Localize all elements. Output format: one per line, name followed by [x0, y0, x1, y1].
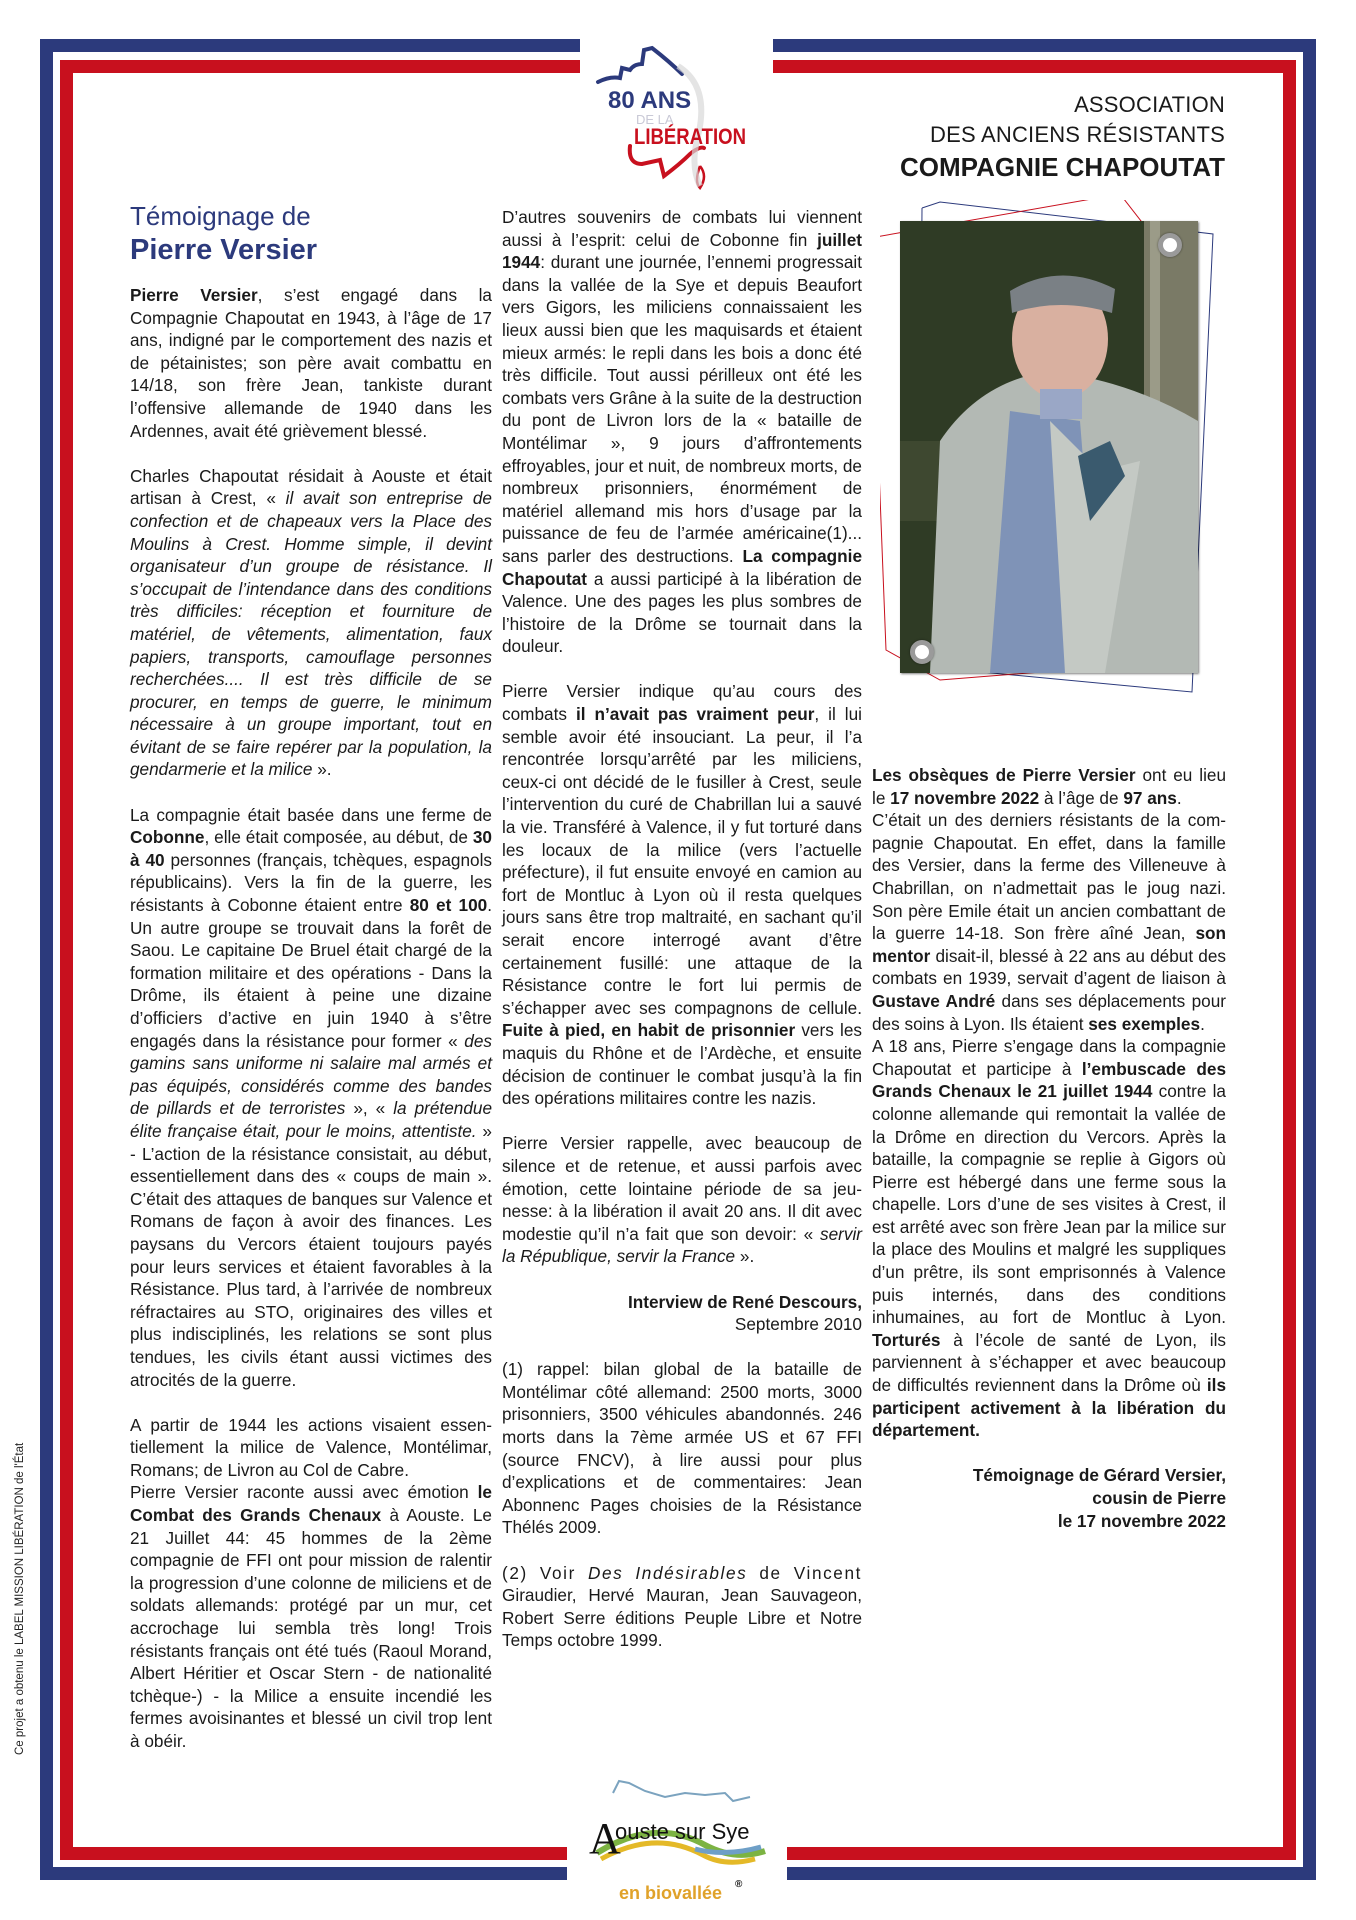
- france-map-icon: [590, 36, 770, 196]
- title-line-1: Témoignage de: [130, 201, 311, 231]
- label-mission-note: Ce projet a obtenu le LABEL MISSION LIBÉRATION de l'État: [14, 1442, 26, 1755]
- portrait-photo: [900, 221, 1198, 673]
- paragraph-grands-chenaux: Pierre Versier raconte aussi avec émotion le Combat des Grands Chenaux à Aouste. Le 21 Juillet 44: 45 hommes de la 2ème compagnie de FFI ont pour mission de ralentir la progression d’une colonne de miliciens et de soldats allemands: protégé par un mur, cet accrochage lui sembla très long! Trois résistants français ont été tués (Raoul Morand, Albert Héritier et Oscar Stern - de nationalité tchèque-) - la Milice a ensuite incendié les fermes avoisinantes et blessé un civil trop lent à obéir.: [130, 1482, 492, 1751]
- paragraph-1944: A partir de 1944 les actions visaient essentiellement la milice de Valence, Montélimar, Romans; de Livron au Col de Cabre.: [130, 1414, 492, 1480]
- paragraph-souvenirs: D’autres souvenirs de combats lui viennent aussi à l’esprit: celui de Cobonne fin juillet 1944: durant une journée, l’ennemi progressait dans la vallée de la Sye et depuis Beaufort vers Gigors, les miliciens connaissaient les lieux aussi bien que les maquisards et étaient mieux armés: le repli dans les bois a donc été très difficile. Tout aussi périlleux ont été les combats vers Grâne à la suite de la destruction du pont de Livron lors de la « bataille de Montélimar », 9 jours d’affrontements effroyables, jour et nuit, de nombreux morts, de nombreux prisonniers, énormément de matériel allemand mis hors d’usage par la puissance de feu de l’armée américaine(1)... sans parler des destructions. La compagnie Chapoutat a aussi participé à la libération de Valence. Une des pages les plus sombres de l’histoire de la Drôme se tournait dans la douleur.: [502, 207, 862, 657]
- portrait-illustration: [900, 221, 1198, 673]
- paragraph-famille: C’était un des derniers résistants de la compagnie Chapoutat. En effet, dans la famille des Versier, dans la ferme des Villeneuve à Chabrillan, on n’admettait pas le joug nazi. Son père Emile était un ancien combattant de la guerre 14-18. Son frère aîné Jean, son mentor disait-il, blessé à 22 ans au début des combats en 1939, servait d’agent de liaison à Gustave André dans ses déplacements pour des soins à Lyon. Ils étaient ses exemples.: [872, 810, 1227, 1034]
- aouste-tagline: en biovallée: [619, 1883, 723, 1903]
- testimony-signature: [872, 1464, 1226, 1532]
- interview-signature: [502, 1291, 862, 1336]
- frame-red-right: [1283, 60, 1296, 1860]
- frame-blue-left: [40, 39, 53, 1880]
- column-1: [130, 200, 492, 1775]
- paragraph-compagnie: La compagnie était basée dans une ferme de Cobonne, elle était composée, au début, de 30 à 40 personnes (français, tchèques, espagnols républicains). Vers la fin de la guerre, les résistants à Cobonne étaient entre 80 et 100. Un autre groupe se trouvait dans la forêt de Saou. Le capitaine De Bruel était chargé de la formation militaire et des opérations - Dans la Drôme, ils étaient à peine une dizaine d’officiers d’active en juin 1940 à s’être engagés dans la résistance pour former « des gamins sans uniforme ni salaire mal armés et pas équipés, considérés comme des bandes de pillards et de terroristes », « la prétendue élite française était, pour le moins, attentiste. » - L’action de la résistance consistait, au début, essentiellement dans des « coups de main ». C’était des attaques de banques sur Valence et Romans de façon à avoir des finances. Les paysans du Vercors étaient toujours payés pour leurs services et étaient favorables à la Résistance. Plus tard, à l’arrivée de nombreux réfractaires au STO, originaires des villes et plus indisciplinés, les relations se sont plus tendues, les civils étant aussi victimes des atrocités de la guerre.: [130, 804, 493, 1390]
- interview-date: Septembre 2010: [734, 1314, 862, 1335]
- logo-liberation: LIBÉRATION: [634, 124, 746, 149]
- grommet-top-right: [1158, 233, 1182, 257]
- paragraph-rappelle: Pierre Versier rappelle, avec beaucoup de silence et de retenue, et aussi parfois avec émotion, cette lointaine période de sa jeunesse: à la libération il avait 20 ans. Il dit avec modestie qu’il n’a fait que son devoir: « servir la République, servir la France ».: [502, 1133, 862, 1267]
- paragraph-obseques: Les obsèques de Pierre Versier ont eu lieu le 17 novembre 2022 à l’âge de 97 ans.: [872, 765, 1227, 808]
- header-line-anciens-resistants: DES ANCIENS RÉSISTANTS: [930, 122, 1225, 147]
- registered-mark: ®: [735, 1879, 743, 1890]
- column-3: [872, 764, 1226, 1555]
- aouste-name: ouste sur Sye: [615, 1819, 750, 1844]
- title-line-2: Pierre Versier: [130, 234, 318, 266]
- logo-de-la: DE LA: [636, 112, 674, 127]
- aouste-initial: A: [589, 1814, 621, 1863]
- frame-blue-right: [1303, 39, 1316, 1880]
- paragraph-engagement-18-ans: A 18 ans, Pierre s’engage dans la compagnie Chapoutat et participe à l’embuscade des Grands Chenaux le 21 juillet 1944 contre la colonne allemande qui remontait la vallée de la Drôme en direction du Vercors. Après la bataille, la compagnie se replie à Gigors où Pierre est hébergé dans une ferme sous la chapelle. Lors d’une de ses visites à Crest, il est arrêté avec son frère Jean par la milice sur la place des Moulins et malgré les suppliques d’un prêtre, ils sont emprisonnés à Valence puis internés, dans des conditions inhumaines, au fort de Montluc à Lyon. Torturés à l’école de santé de Lyon, ils parviennent à s’échapper et avec beaucoup de difficultés reviennent dans la Drôme où ils participent activement à la libération du département.: [872, 1036, 1226, 1441]
- aouste-logo-graphic: [575, 1775, 785, 1915]
- header-line-association: ASSOCIATION: [1074, 92, 1225, 117]
- testimony-relation: cousin de Pierre: [1092, 1488, 1226, 1508]
- paragraph-peur: Pierre Versier indique qu’au cours des combats il n’avait pas vraiment peur, il lui semble avoir été insouciant. La peur, il l’a rencontrée lorsqu’arrêté par les miliciens, ceux-ci ont décidé de le fusiller à Crest, seule l’intervention du curé de Chabrillan lui a sauvé la vie. Transféré à Valence, il y fut torturé dans les locaux de la milice (vers l’actuelle préfecture), il fut ensuite envoyé en camion au fort de Montluc à Lyon où il resta quelques jours sans être trop maltraité, en sachant qu’il serait encore interrogé avant d’être certainement fusillé: une attaque de la Résistance contre le fort lui permis de s’échapper avec ses compagnons de cellule. Fuite à pied, en habit de prisonnier vers les maquis du Rhône et de l’Ardèche, et ensuite décision de continuer le combat jusqu’à la fin des opérations militaires contre les nazis.: [502, 681, 863, 1109]
- logo-80-ans-liberation: [590, 36, 770, 196]
- interview-author: Interview de René Descours,: [627, 1291, 862, 1312]
- footnote-1: (1) rappel: bilan global de la bataille de Montélimar côté allemand: 2500 morts, 3000 prisonniers, 3500 véhicules abandonnés. 246 morts dans la 7ème armée US et 67 FFI (source FNCV), à lire aussi pour plus d’explications et de commentaires: Jean Abonnenc Pages choisies de la Résistance Thélés 2009.: [502, 1359, 862, 1538]
- frame-red-left: [60, 60, 73, 1860]
- portrait-photo-frame: [880, 200, 1220, 700]
- testimony-date: le 17 novembre 2022: [1057, 1510, 1226, 1531]
- association-header: [900, 90, 1225, 184]
- header-line-compagnie: COMPAGNIE CHAPOUTAT: [900, 152, 1225, 182]
- paragraph-engagement: Pierre Versier, s’est engagé dans la Compagnie Chapoutat en 1943, à l’âge de 17 ans, indigné par le comportement des nazis et de pétainistes; son père avait combattu en 14/18, son frère Jean, tankiste durant l’offensive allemande de 1940 dans les Ardennes, avait été grièvement blessé.: [130, 285, 492, 441]
- column-2: [502, 206, 862, 1652]
- footnote-2: (2) Voir Des Indésirables de Vincent Giraudier, Hervé Mauran, Jean Sauvageon, Robert Serre éditions Peuple Libre et Notre Temps octobre 1999.: [502, 1562, 862, 1651]
- grommet-bottom-left: [910, 640, 934, 664]
- testimony-author: Témoignage de Gérard Versier,: [972, 1465, 1226, 1486]
- paragraph-chapoutat: Charles Chapoutat résidait à Aouste et était artisan à Crest, « il avait son entreprise de confection et de chapeaux vers la Place des Moulins à Crest. Homme simple, il devint organisateur d’un groupe de résistance. Il s’occupait de l’intendance dans des conditions très difficiles: réception et fourniture de matériel, de vêtements, alimentation, faux papiers, transports, camouflage personnes recherchées.... Il est très difficile de se procurer, en temps de guerre, le minimum nécessaire à un groupe important, tout en évitant de se faire repérer par la population, la gendarmerie et la milice ».: [130, 465, 492, 780]
- logo-aouste-sur-sye: [575, 1775, 785, 1915]
- logo-80-ans: 80 ANS: [608, 87, 692, 114]
